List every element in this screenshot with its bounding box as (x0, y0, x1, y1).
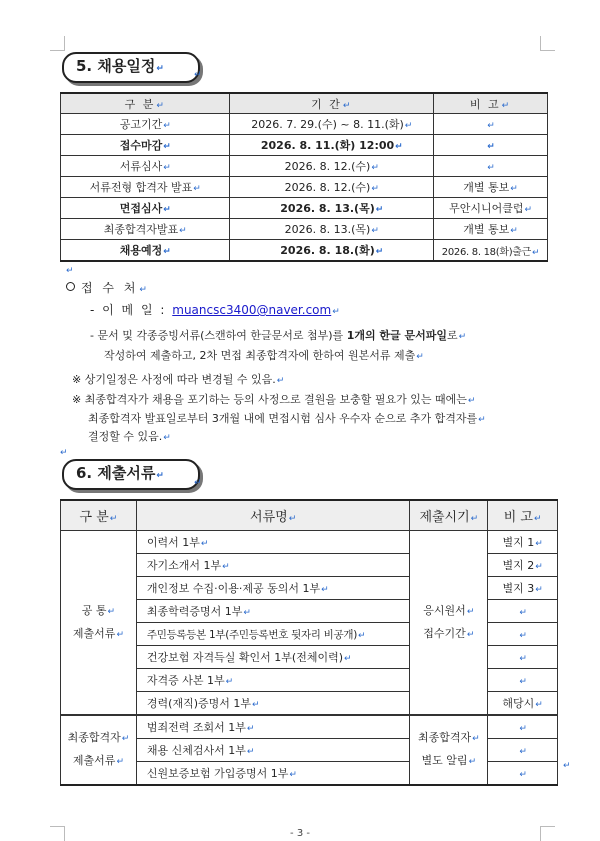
receipt-title: 접 수 처↵ (66, 278, 150, 300)
header-note: 비 고↵ (434, 93, 548, 114)
table-row: 채용예정↵ 2026. 8. 18.(화)↵ 2026. 8. 18(화)출근↵ (61, 240, 548, 262)
table-row: 신원보증보험 가입증명서 1부↵ ↵ (61, 762, 558, 786)
email-line: - 이 메 일 : muancsc3400@naver.com↵ (90, 303, 342, 317)
paragraph-mark: ↵ (194, 70, 202, 80)
note-schedule: ※ 상기일정은 사정에 따라 변경될 수 있음.↵ (72, 373, 285, 386)
circle-bullet-icon (66, 282, 75, 291)
table-row: 서류전형 합격자 발표↵ 2026. 8. 12.(수)↵ 개별 통보↵ (61, 177, 548, 198)
table-row: 공 통↵ 제출서류↵ 이력서 1부↵ 응시원서↵ 접수기간↵ 별지 1↵ (61, 531, 558, 554)
schedule-table (60, 92, 548, 262)
table-row: 최종합격자발표↵ 2026. 8. 13.(목)↵ 개별 통보↵ (61, 219, 548, 240)
group-common: 공 통↵ 제출서류↵ (61, 531, 137, 716)
paragraph-mark: ↵ (60, 448, 68, 458)
table-row: 면접심사↵ 2026. 8. 13.(목)↵ 무안시니어클럽↵ (61, 198, 548, 219)
table-row: 공고기간↵ 2026. 7. 29.(수) ~ 8. 11.(화)↵ ↵ (61, 114, 548, 135)
doc-instruction: - 문서 및 각종증빙서류(스캔하여 한글문서로 첨부)를 1개의 한글 문서파일로↵ (90, 329, 467, 342)
table-header-row: 구 분↵ 서류명↵ 제출시기↵ 비 고↵ (61, 500, 558, 531)
corner-mark (540, 36, 555, 51)
note-additional-end: 결정할 수 있음.↵ (88, 430, 171, 443)
table-row: 자기소개서 1부↵ 별지 2↵ (61, 554, 558, 577)
table-row: 최종합격자↵ 제출서류↵ 범죄전력 조회서 1부↵ 최종합격자↵ 별도 알림↵ ↵ (61, 715, 558, 739)
table-row: 주민등록등본 1부(주민등록번호 뒷자리 비공개)↵ ↵ (61, 623, 558, 646)
table-row: 건강보험 자격득실 확인서 1부(전체이력)↵ ↵ (61, 646, 558, 669)
table-row: 경력(재직)증명서 1부↵ 해당시↵ (61, 692, 558, 716)
group-final: 최종합격자↵ 제출서류↵ (61, 715, 137, 785)
table-row: 서류심사↵ 2026. 8. 12.(수)↵ ↵ (61, 156, 548, 177)
table-row: 채용 신체검사서 1부↵ ↵ (61, 739, 558, 762)
page-number: - 3 - (290, 828, 310, 839)
section-5-title: 5. 채용일정↵ (62, 52, 200, 83)
header-period: 기 간↵ (230, 93, 434, 114)
table-row: 자격증 사본 1부↵ ↵ (61, 669, 558, 692)
corner-mark (50, 36, 65, 51)
table-header-row (61, 93, 548, 114)
header-category: 구 분↵ (61, 93, 230, 114)
timing-common: 응시원서↵ 접수기간↵ (410, 531, 488, 716)
documents-table (60, 499, 558, 786)
paragraph-mark: ↵ (563, 761, 571, 771)
note-additional-cont: 최종합격자 발표일로부터 3개월 내에 면접시험 심사 우수자 순으로 추가 합격자를↵ (88, 412, 486, 425)
timing-final: 최종합격자↵ 별도 알림↵ (410, 715, 488, 785)
paragraph-mark: ↵ (66, 266, 74, 276)
paragraph-mark: ↵ (194, 478, 202, 488)
table-row: 개인정보 수집·이용·제공 동의서 1부↵ 별지 3↵ (61, 577, 558, 600)
note-additional: ※ 최종합격자가 채용을 포기하는 등의 사정으로 결원을 보충할 필요가 있는 때에는↵ (72, 393, 476, 406)
section-6-title: 6. 제출서류↵ (62, 459, 200, 490)
table-row: 최종학력증명서 1부↵ ↵ (61, 600, 558, 623)
doc-instruction-cont: 작성하여 제출하고, 2차 면접 최종합격자에 한하여 원본서류 제출↵ (104, 349, 424, 362)
email-link[interactable]: muancsc3400@naver.com (172, 303, 332, 317)
table-row: 접수마감↵ 2026. 8. 11.(화) 12:00↵ ↵ (61, 135, 548, 156)
